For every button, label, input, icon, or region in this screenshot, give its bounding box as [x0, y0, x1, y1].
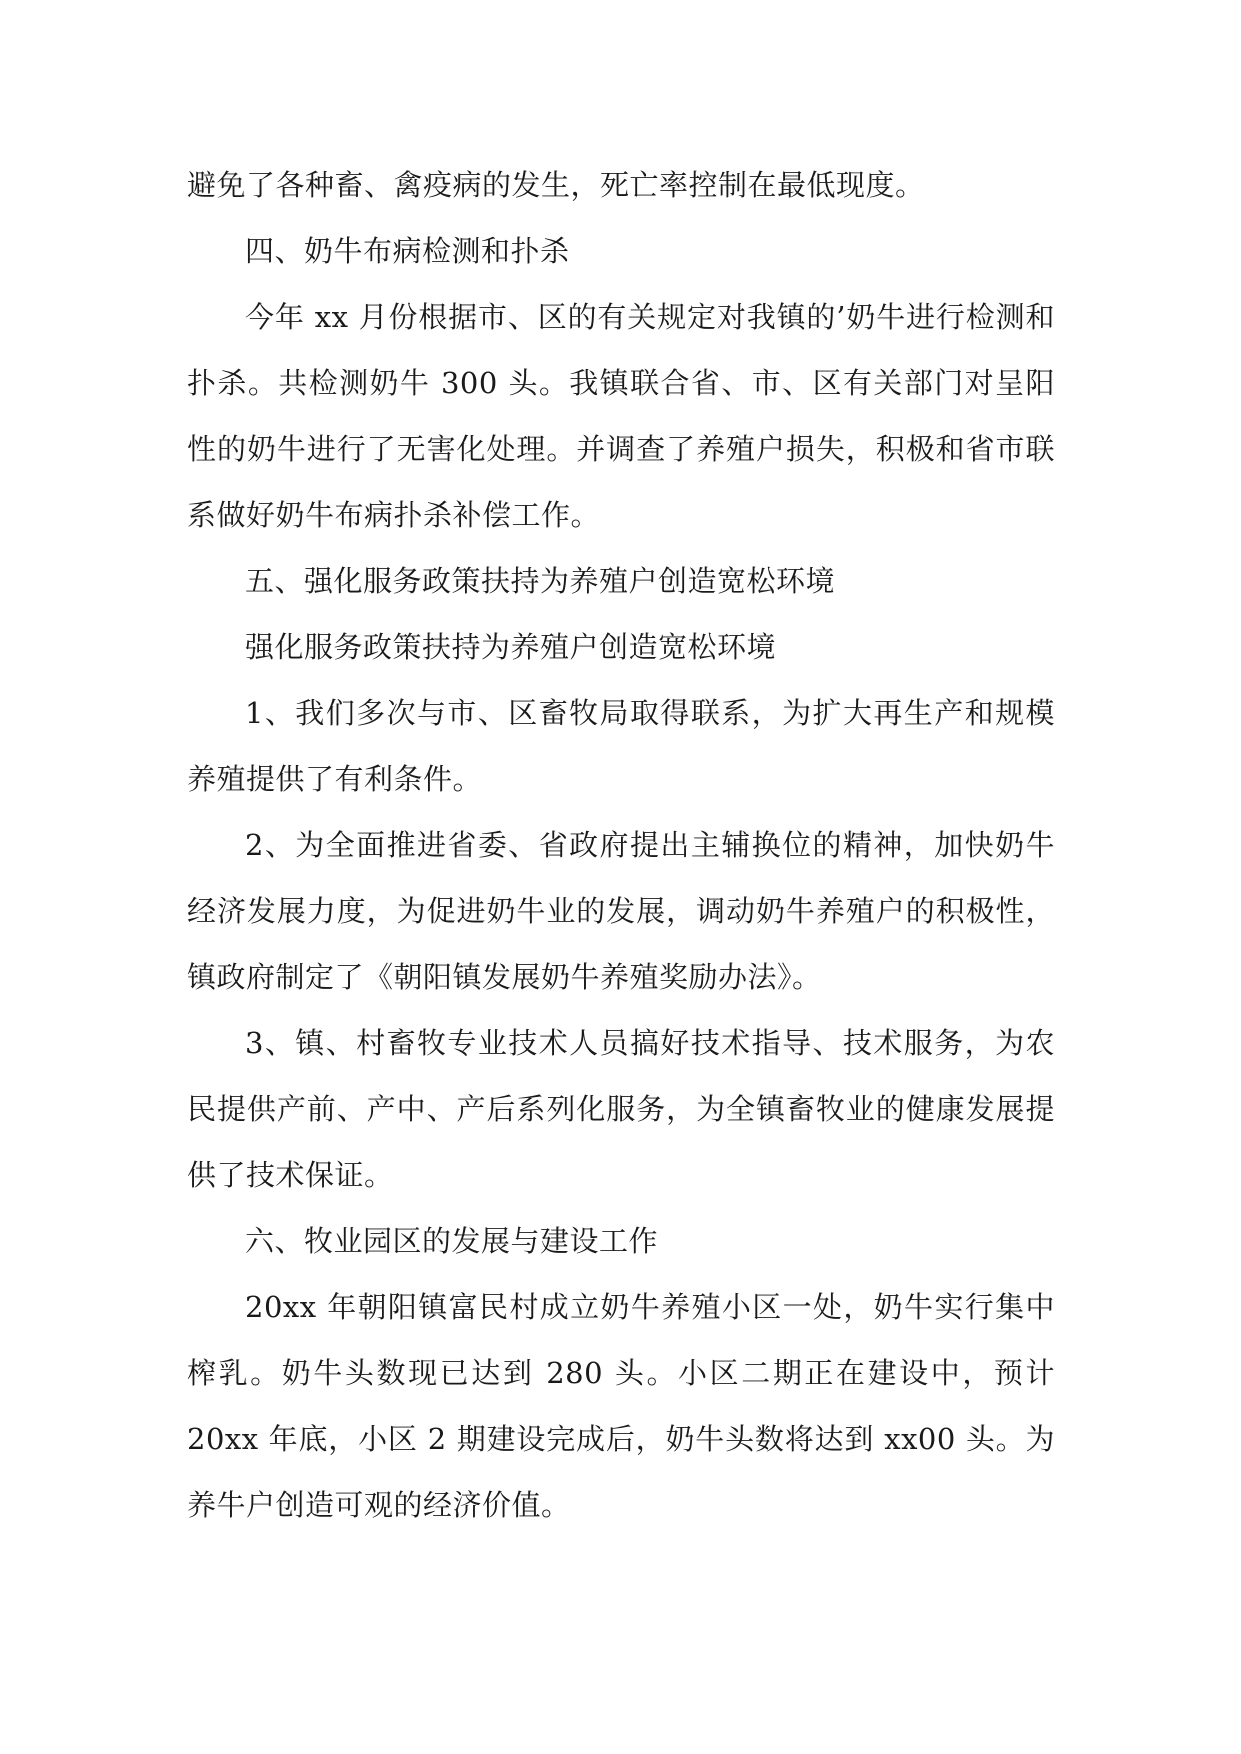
paragraph-policy-subtitle: 强化服务政策扶持为养殖户创造宽松环境 [245, 630, 777, 664]
section-heading-6: 六、牧业园区的发展与建设工作 [245, 1224, 659, 1258]
list-item-3: 3、镇、村畜牧专业技术人员搞好技术指导、技术服务，为农民提供产前、产中、产后系列化服务，为全镇畜牧业的健康发展提供了技术保证。 [187, 1026, 1055, 1192]
document-body [187, 152, 1055, 1538]
list-item-1: 1、我们多次与市、区畜牧局取得联系，为扩大再生产和规模养殖提供了有利条件。 [187, 696, 1055, 796]
paragraph-continuation: 避免了各种畜、禽疫病的发生，死亡率控制在最低现度。 [187, 168, 925, 202]
section-heading-5: 五、强化服务政策扶持为养殖户创造宽松环境 [245, 564, 836, 598]
list-item-2: 2、为全面推进省委、省政府提出主辅换位的精神，加快奶牛经济发展力度，为促进奶牛业的发展，调动奶牛养殖户的积极性，镇政府制定了《朝阳镇发展奶牛养殖奖励办法》。 [187, 828, 1055, 994]
section-heading-4: 四、奶牛布病检测和扑杀 [245, 234, 570, 268]
paragraph-brucellosis: 今年 xx 月份根据市、区的有关规定对我镇的’奶牛进行检测和扑杀。共检测奶牛 300 头。我镇联合省、市、区有关部门对呈阳性的奶牛进行了无害化处理。并调查了养殖户损失，积极和省市联系做好奶牛布病扑杀补偿工作。 [187, 300, 1055, 532]
paragraph-park-development: 20xx 年朝阳镇富民村成立奶牛养殖小区一处，奶牛实行集中榨乳。奶牛头数现已达到 280 头。小区二期正在建设中，预计 20xx 年底，小区 2 期建设完成后，奶牛头数将达到 xx00 头。为养牛户创造可观的经济价值。 [187, 1290, 1056, 1522]
